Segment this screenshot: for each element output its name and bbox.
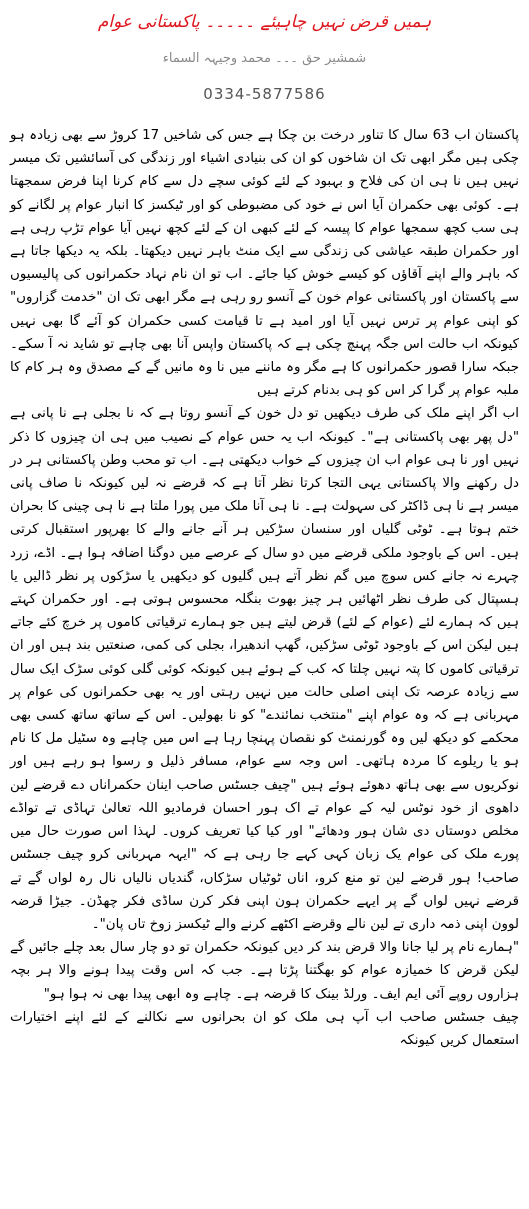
paragraph-2: اب اگر اپنے ملک کی طرف دیکھیں تو دل خون کے آنسو روتا ہے کہ نا بجلی ہے نا پانی ہے "دل پھر بھی پاکستانی ہے"۔ کیونکہ اب یہ حس عوام کے نصیب میں ہی ان چیزوں کا ذکر نہیں اور نا ہی عوام اب ان چیزوں کے خواب دیکھتی ہے۔ اب تو محب وطن پاکستانی ہر در دل رکھنے والا پاکستانی یہی التجا کرتا نظر آتا ہے کہ قرضے نہ لیں کیونکہ نا صاف پانی میسر ہے نا ہی ڈاکٹر کی سہولت ہے۔ نا ہی آنا ملک میں پورا ملتا ہے نا ہی چینی کا بحران ختم ہوتا ہے۔ ٹوٹی گلیاں اور سنسان سڑکیں ہر آنے جانے والے کا بھرپور استقبال کرتی ہیں۔ اس کے باوجود ملکی قرضے میں دو سال کے عرصے میں دوگنا اضافہ ہوا ہے۔ اڈے، زرد چہرے نہ جانے کس سوچ میں گم نظر آتے ہیں گلیوں کو دیکھیں یا سڑکوں پر نظر ڈالیں یا ہسپتال کی طرف نظر اٹھائیں ہر چیز بھوت بنگلہ محسوس ہوتی ہے۔ اور حکمران کہتے ہیں کہ ہمارے لئے (عوام کے لئے) قرض لیتے ہیں جو ہمارے ترقیاتی کاموں پر خرچ کئے جاتے ہیں لیکن اس کے باوجود ٹوٹی سڑکیں، گھپ اندھیرا، بجلی کی کمی، صنعتیں بند ہیں اور ان ترقیاتی کاموں کا پتہ نہیں چلتا کہ کب کے ہوئے ہیں کیونکہ کوئی گلی کوئی سڑک ایک سال سے زیادہ عرصہ تک اپنی اصلی حالت میں نہیں رہتی اور یہ بھی حکمرانوں کی عوام پر مہربانی ہے کہ وہ عوام اپنے "منتخب نمائندے" کو نا بھولیں۔ اس کے ساتھ ساتھ کسی بھی محکمے کو دیکھ لیں وہ گورنمنٹ کو نقصان پہنچا رہا ہے اس میں چاہے وہ سٹیل مل کا نام ہو یا ریلوے کا مردہ ہاتھی۔ اس وجہ سے عوام، مسافر ذلیل و رسوا ہو رہے ہیں اور نوکریوں سے بھی ہاتھ دھوئے ہوئے ہیں "چیف جسٹس صاحب اینان حکمراناں دے قرضے لین داھوی از خود نوٹس لیہ کے عوام تے اک ہور احسان فرمادیو اللہ تعالیٰ تہاڈی تے تواڈے مخلص دوستاں دی شان ہور ودھائے" اور کیا کیا تعریف کروں۔ لہذا اس صورت حال میں پورے ملک کی عوام یک زبان کہی کہے جا رہی ہے کہ "ایہہ مہربانی کرو چیف جسٹس صاحب! ہور قرضے لین تو منع کرو، اناں ٹوٹیاں سڑکاں، گندیاں نالیاں نال رہ لواں گے تے قرضے نہیں لواں گے پر ایہے حکمران ہون اپنی فکر کرن ساڈی فکر چھڈن۔ جیڑا قرضہ لوون اپنی ذمہ داری تے لین نالے وقرضے اکٹھے کرنے والے ٹیکسز زوخ تاں پان"۔ bbox=[10, 406, 519, 932]
article-body bbox=[10, 124, 519, 1052]
contact-phone: 0334-5877586 bbox=[203, 85, 326, 103]
article-title: ہمیں قرض نہیں چاہیئے ۔۔۔۔۔ پاکستانی عوام bbox=[97, 12, 432, 32]
paragraph-3: "ہمارے نام پر لیا جانا والا قرض بند کر دیں کیونکہ حکمران تو دو چار سال بعد چلے جائیں گے لیکن قرض کا خمیازہ عوام کو بھگتنا پڑتا ہے۔ جب کہ اس وقت پیدا ہونے والا ہر بچہ ہزاروں روپے آئی ایم ایف۔ ورلڈ بینک کا قرضہ ہے۔ چاہے وہ ابھی پیدا بھی نہ ہوا ہو" bbox=[10, 940, 519, 1002]
article-authors: شمشیر حق ۔۔۔ محمد وجیہہ السماء bbox=[162, 51, 367, 66]
paragraph-1: پاکستان اب 63 سال کا تناور درخت بن چکا ہے جس کی شاخیں 17 کروڑ سے بھی زیادہ ہو چکی ہیں مگر ابھی تک ان شاخوں کو ان کی بنیادی اشیاء اور زندگی کی آسائشیں تک میسر نہیں ہیں نا ہی ان کی فلاح و بہبود کے لئے کوئی سچے دل سے کام کرنا اپنا فرض سمجھتا ہے۔ کوئی بھی حکمران آیا اس نے خود کی مضبوطی کو اور ٹیکسز کا انبار عوام پر لگانے کو ہی سب کچھ سمجھا عوام کا پیسہ کے لئے کبھی ان کے لئے کچھ نہیں آیا عوام تڑپ رہی ہے اور حکمران طبقہ عیاشی کی زندگی سے ایک منٹ باہر نہیں دیکھتا۔ بلکہ یہ دیکھا جاتا ہے کہ باہر والے اپنے آقاؤں کو کیسے خوش کیا جائے۔ اب تو ان نام نہاد حکمرانوں کی پالیسیوں سے پاکستان اور پاکستانی عوام خون کے آنسو رو رہی ہے مگر ابھی تک ان "خدمت گزاروں" کو اپنی عوام پر ترس نہیں آیا اور امید ہے تا قیامت کسی حکمران کو آئے گا بھی نہیں کیونکہ اب حالت اس جگہ پہنچ چکی ہے کہ پاکستان واپس آنا بھی چاہے تو شاید نہ آ سکے۔ جبکہ سارا قصور حکمرانوں کا ہے مگر وہ ماننے میں نا وہ مانیں گے کے مصدق وہ ہر کام کا ملبہ عوام پر گرا کر اس کو ہی بدنام کرتے ہیں bbox=[10, 128, 520, 399]
paragraph-4: چیف جسٹس صاحب اب آپ ہی ملک کو ان بحرانوں سے نکالنے کے لئے اپنے اختیارات استعمال کریں کیونکہ bbox=[10, 1009, 519, 1048]
